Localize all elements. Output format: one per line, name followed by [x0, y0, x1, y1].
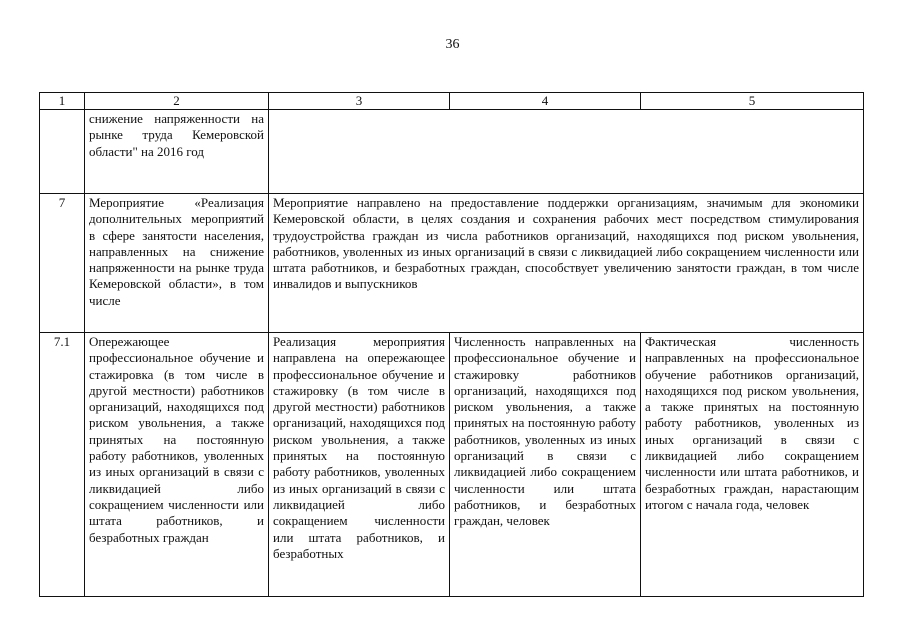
row-7-title: Мероприятие «Реализация дополнительных мероприятий в сфере занятости населения, направленных на снижение напряженности на рынке труда Кемеровской области», в том числе [85, 194, 269, 333]
program-table [39, 92, 864, 597]
row-7-number: 7 [40, 194, 85, 333]
row-7-1-calculation-text: Фактическая численность направленных на профессиональное обучение работников организаций, находящихся под риском увольнения, а также принятых на постоянную работу работников, уволенных из иных организаций в связи с ликвидацией либо сокращением численности или штата работников, и безработных граждан, нарастающим итогом с начала года, человек [645, 334, 859, 512]
row-7-1-indicator-text: Численность направленных на профессиональное обучение и стажировку работников организаций, находящихся под риском увольнения, а также принятых на постоянную работу работников, уволенных из иных организаций в связи с ликвидацией либо сокращением численности или штата работников, и безработных граждан, человек [454, 334, 636, 529]
row-7-1-implementation [269, 333, 450, 597]
row-7-1-number: 7.1 [40, 333, 85, 597]
page-number: 36 [445, 37, 460, 52]
row-7-1-measure [85, 333, 269, 597]
header-cell-4: 4 [450, 93, 641, 110]
row-continuation-title: снижение напряженности на рынке труда Кемеровской области" на 2016 год [85, 110, 269, 194]
header-cell-2: 2 [85, 93, 269, 110]
table-row-7-1 [40, 333, 864, 597]
row-7-1-implementation-text: Реализация мероприятия направлена на опережающее профессиональное обучение и стажировку (в том числе в другой местности) работников организаций, находящихся под риском увольнения, а также принятых на постоянную работу работников, уволенных из иных организаций в связи с ликвидацией либо сокращением численности или штата работников, и безработных [273, 334, 445, 561]
row-7-1-calculation [641, 333, 864, 597]
header-cell-3: 3 [269, 93, 450, 110]
row-number-cell [40, 110, 85, 194]
row-continuation-description [269, 110, 864, 194]
row-7-1-measure-text: Опережающее профессиональное обучение и стажировка (в том числе в другой местности) работников организаций, находящихся под риском увольнения, а также принятых на постоянную работу работников, уволенных из иных организаций в связи с ликвидацией либо сокращением численности или штата работников, и безработных граждан [89, 334, 264, 545]
row-7-1-indicator [450, 333, 641, 597]
table-row-7 [40, 194, 864, 333]
header-row [40, 93, 864, 110]
header-cell-1: 1 [40, 93, 85, 110]
row-7-description: Мероприятие направлено на предоставление поддержки организациям, значимым для экономики Кемеровской области, в целях создания и сохранения рабочих мест посредством стимулирования трудоустройства граждан из числа работников организаций, находящихся под риском увольнения, работников, уволенных из иных организаций в связи с ликвидацией либо сокращением численности или штата работников, и безработных граждан, способствует увеличению занятости граждан, в том числе инвалидов и выпускников [269, 194, 864, 333]
table-row-continuation [40, 110, 864, 194]
header-cell-5: 5 [641, 93, 864, 110]
